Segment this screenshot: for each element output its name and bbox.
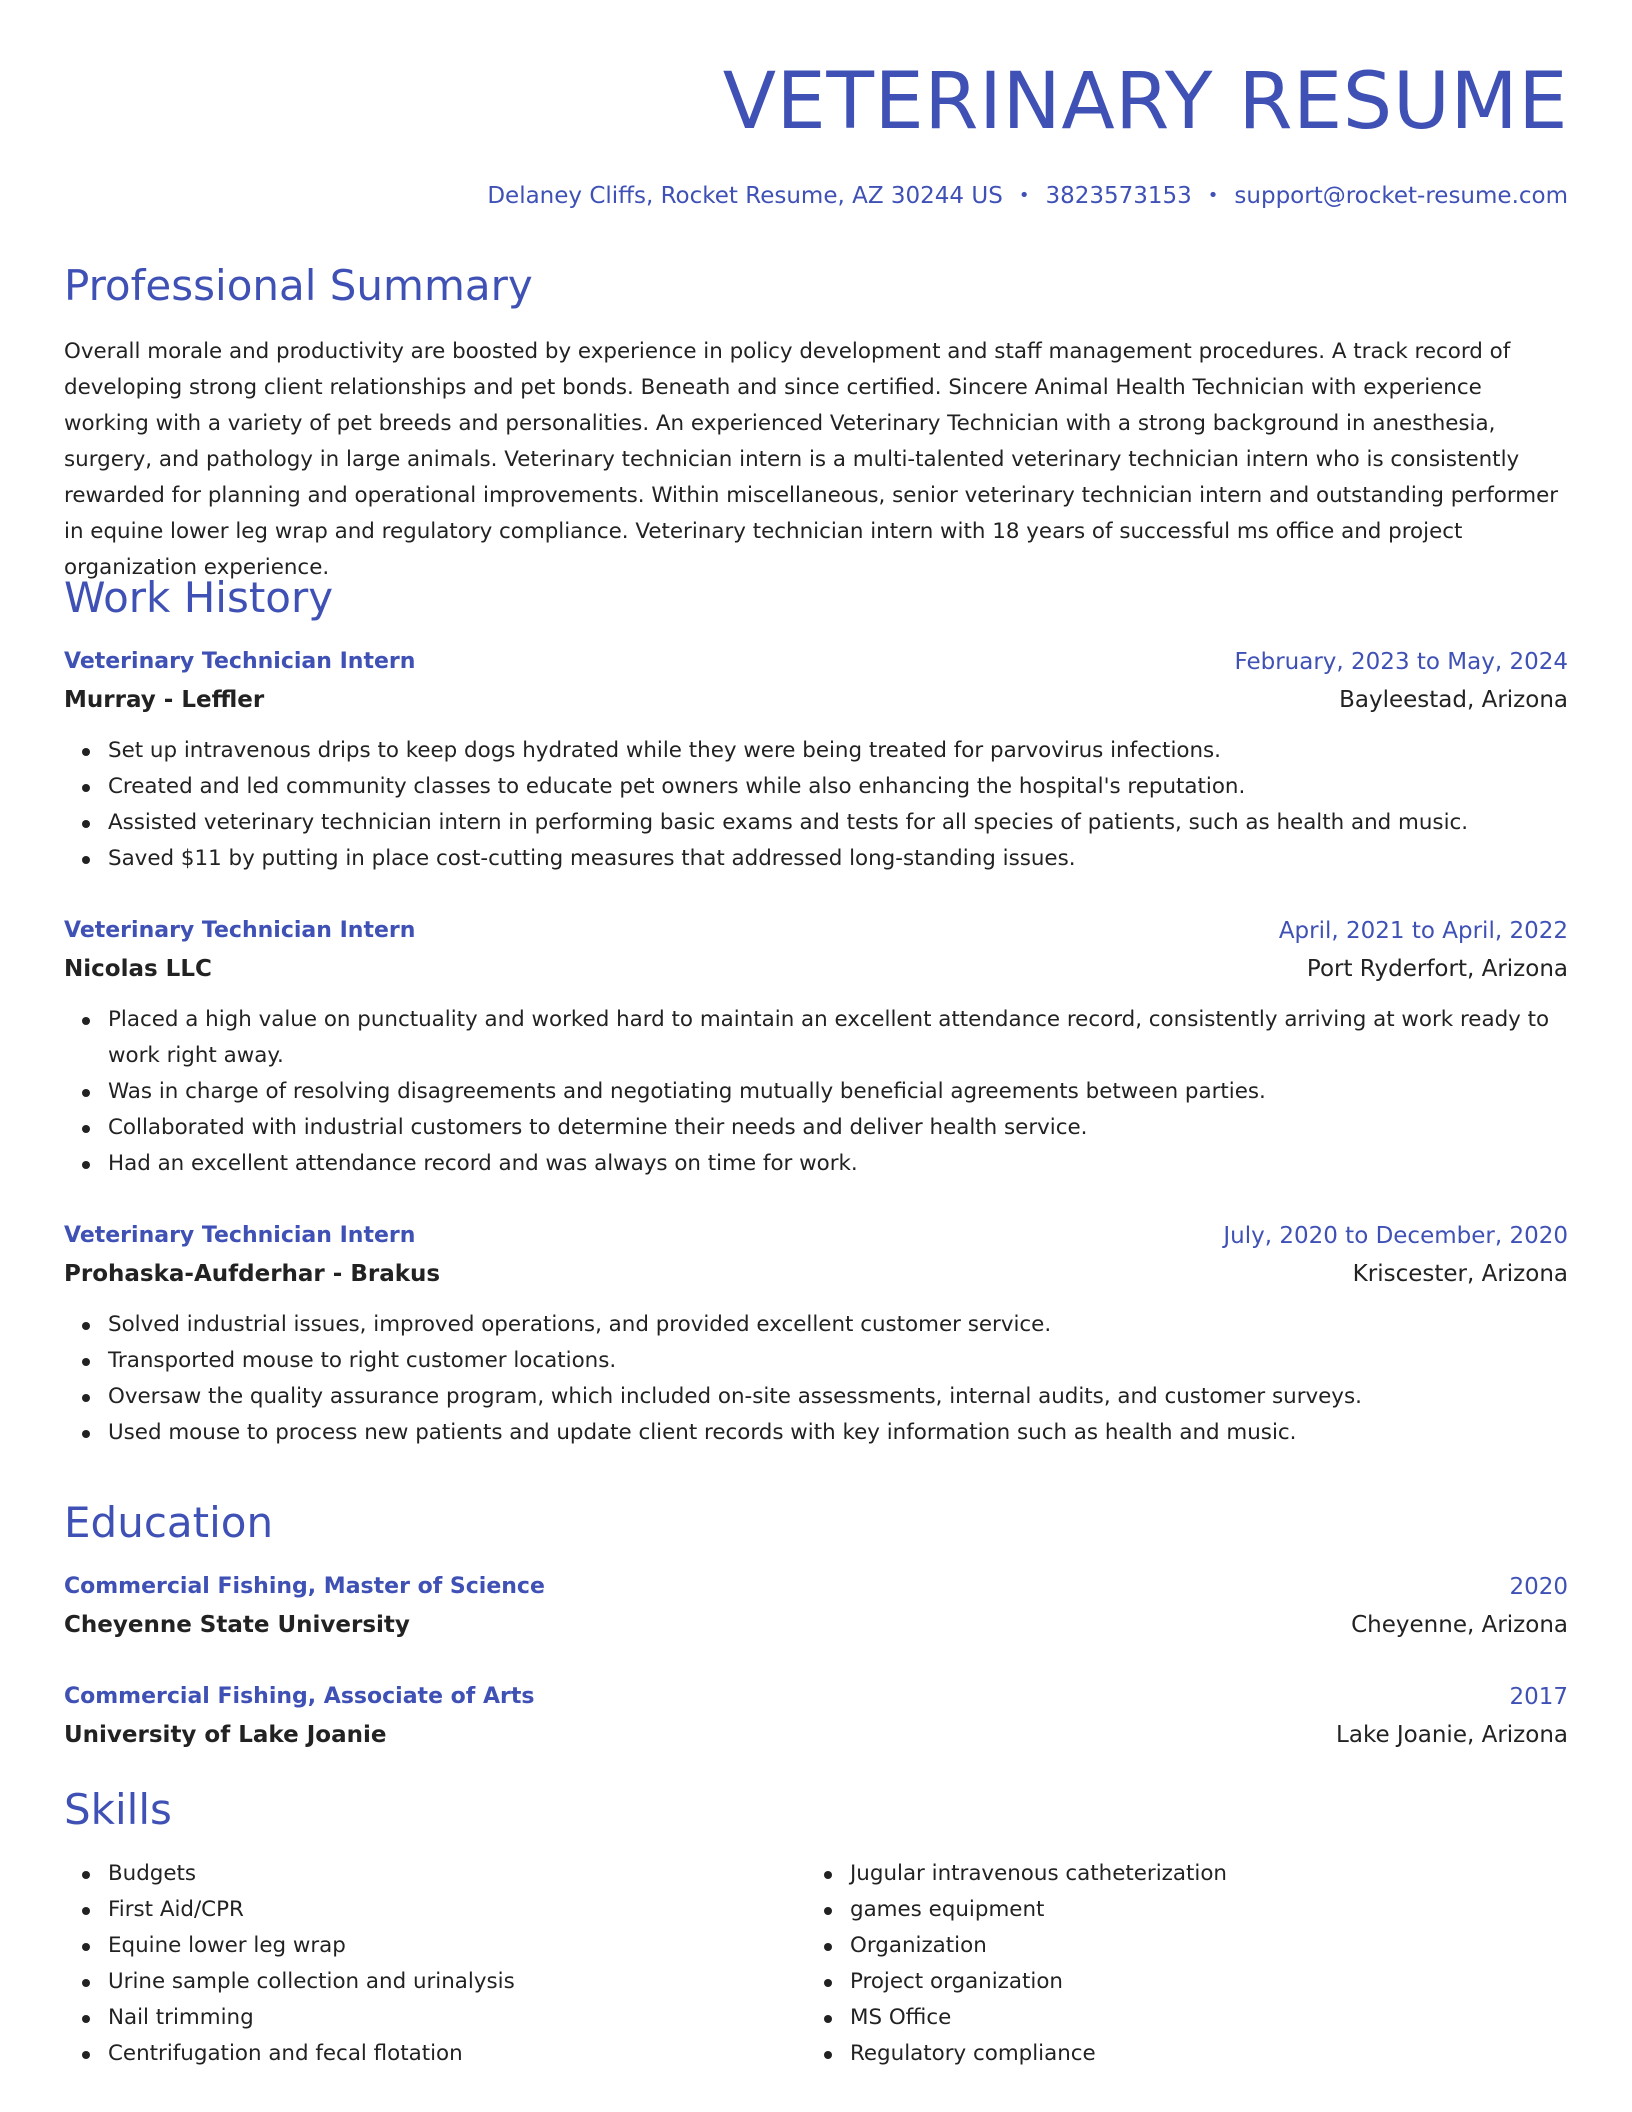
skill-item: Regulatory compliance bbox=[850, 2036, 1227, 2072]
job-bullet: Solved industrial issues, improved operations, and provided excellent customer service. bbox=[108, 1307, 1568, 1343]
job-company: Prohaska-Aufderhar - Brakus bbox=[64, 1261, 441, 1287]
job-title: Veterinary Technician Intern bbox=[64, 649, 416, 674]
job-location: Port Ryderfort, Arizona bbox=[1306, 956, 1568, 982]
job-bullet: Set up intravenous drips to keep dogs hydrated while they were being treated for parvovirus infections. bbox=[108, 733, 1568, 769]
contact-line bbox=[487, 178, 1568, 214]
skill-item: Budgets bbox=[108, 1856, 515, 1892]
summary-text: Overall morale and productivity are boosted by experience in policy development and staff management procedures. A track record of developing strong client relationships and pet bonds. Beneath and since certified. Sincere Animal Health Technician with experience working with a variety of pet breeds and personalities. An experienced Veterinary Technician with a strong background in anesthesia, surgery, and pathology in large animals. Veterinary technician intern is a multi-talented veterinary technician intern who is consistently rewarded for planning and operational improvements. Within miscellaneous, senior veterinary technician intern and outstanding performer in equine lower leg wrap and regulatory compliance. Veterinary technician intern with 18 years of successful ms office and project organization experience. bbox=[64, 339, 1559, 580]
job-entry bbox=[64, 912, 1568, 1182]
education-heading: Education bbox=[64, 1498, 274, 1547]
job-dates: February, 2023 to May, 2024 bbox=[1234, 649, 1568, 675]
education-entry bbox=[64, 1678, 1568, 1754]
job-bullet: Saved $11 by putting in place cost-cutting measures that addressed long-standing issues. bbox=[108, 841, 1568, 877]
job-bullet: Placed a high value on punctuality and worked hard to maintain an excellent attendance record, consistently arriving at work ready to work right away. bbox=[108, 1002, 1568, 1074]
education-year: 2017 bbox=[1509, 1684, 1568, 1710]
job-title: Veterinary Technician Intern bbox=[64, 1223, 416, 1248]
job-bullet: Transported mouse to right customer locations. bbox=[108, 1343, 1568, 1379]
summary-heading: Professional Summary bbox=[64, 261, 533, 310]
resume-title: VETERINARY RESUME bbox=[722, 57, 1568, 147]
education-degree: Commercial Fishing, Associate of Arts bbox=[64, 1684, 535, 1709]
job-entry bbox=[64, 1217, 1568, 1451]
education-location: Cheyenne, Arizona bbox=[1351, 1612, 1568, 1638]
job-dates: July, 2020 to December, 2020 bbox=[1223, 1223, 1568, 1249]
education-location: Lake Joanie, Arizona bbox=[1336, 1722, 1568, 1748]
skills-column-right bbox=[806, 1856, 1227, 2072]
skill-item: MS Office bbox=[850, 2000, 1227, 2036]
job-bullet: Oversaw the quality assurance program, which included on-site assessments, internal audits, and customer surveys. bbox=[108, 1379, 1568, 1415]
skill-item: Centrifugation and fecal flotation bbox=[108, 2036, 515, 2072]
education-year: 2020 bbox=[1509, 1574, 1568, 1600]
job-entry bbox=[64, 643, 1568, 877]
education-school: University of Lake Joanie bbox=[64, 1722, 387, 1748]
job-bullet: Used mouse to process new patients and update client records with key information such as health and music. bbox=[108, 1415, 1568, 1451]
education-degree: Commercial Fishing, Master of Science bbox=[64, 1574, 545, 1599]
job-company: Murray - Leffler bbox=[64, 687, 265, 713]
job-bullet: Collaborated with industrial customers to determine their needs and deliver health service. bbox=[108, 1110, 1568, 1146]
skill-item: Project organization bbox=[850, 1964, 1227, 2000]
job-bullet: Assisted veterinary technician intern in performing basic exams and tests for all species of patients, such as health and music. bbox=[108, 805, 1568, 841]
contact-separator: • bbox=[1207, 185, 1219, 206]
job-bullets bbox=[64, 1307, 1568, 1451]
work-history-heading: Work History bbox=[64, 573, 334, 622]
resume-page bbox=[64, 0, 1568, 2112]
contact-email: support@rocket-resume.com bbox=[1234, 183, 1568, 209]
job-title: Veterinary Technician Intern bbox=[64, 918, 416, 943]
job-dates: April, 2021 to April, 2022 bbox=[1278, 918, 1568, 944]
education-school: Cheyenne State University bbox=[64, 1612, 410, 1638]
skill-item: Nail trimming bbox=[108, 2000, 515, 2036]
contact-phone: 3823573153 bbox=[1045, 183, 1192, 209]
skills-heading: Skills bbox=[64, 1785, 172, 1834]
skill-item: Urine sample collection and urinalysis bbox=[108, 1964, 515, 2000]
job-location: Kriscester, Arizona bbox=[1352, 1261, 1568, 1287]
job-bullet: Was in charge of resolving disagreements and negotiating mutually beneficial agreements between parties. bbox=[108, 1074, 1568, 1110]
skill-item: Organization bbox=[850, 1928, 1227, 1964]
job-bullets bbox=[64, 733, 1568, 877]
skill-item: Equine lower leg wrap bbox=[108, 1928, 515, 1964]
job-company: Nicolas LLC bbox=[64, 956, 212, 982]
job-bullet: Had an excellent attendance record and was always on time for work. bbox=[108, 1146, 1568, 1182]
job-bullet: Created and led community classes to educate pet owners while also enhancing the hospital's reputation. bbox=[108, 769, 1568, 805]
skills-column-left bbox=[64, 1856, 515, 2072]
contact-address: Delaney Cliffs, Rocket Resume, AZ 30244 US bbox=[487, 183, 1003, 209]
skill-item: games equipment bbox=[850, 1892, 1227, 1928]
education-entry bbox=[64, 1568, 1568, 1644]
job-location: Bayleestad, Arizona bbox=[1339, 687, 1568, 713]
skill-item: Jugular intravenous catheterization bbox=[850, 1856, 1227, 1892]
job-bullets bbox=[64, 1002, 1568, 1182]
skill-item: First Aid/CPR bbox=[108, 1892, 515, 1928]
contact-separator: • bbox=[1018, 185, 1030, 206]
